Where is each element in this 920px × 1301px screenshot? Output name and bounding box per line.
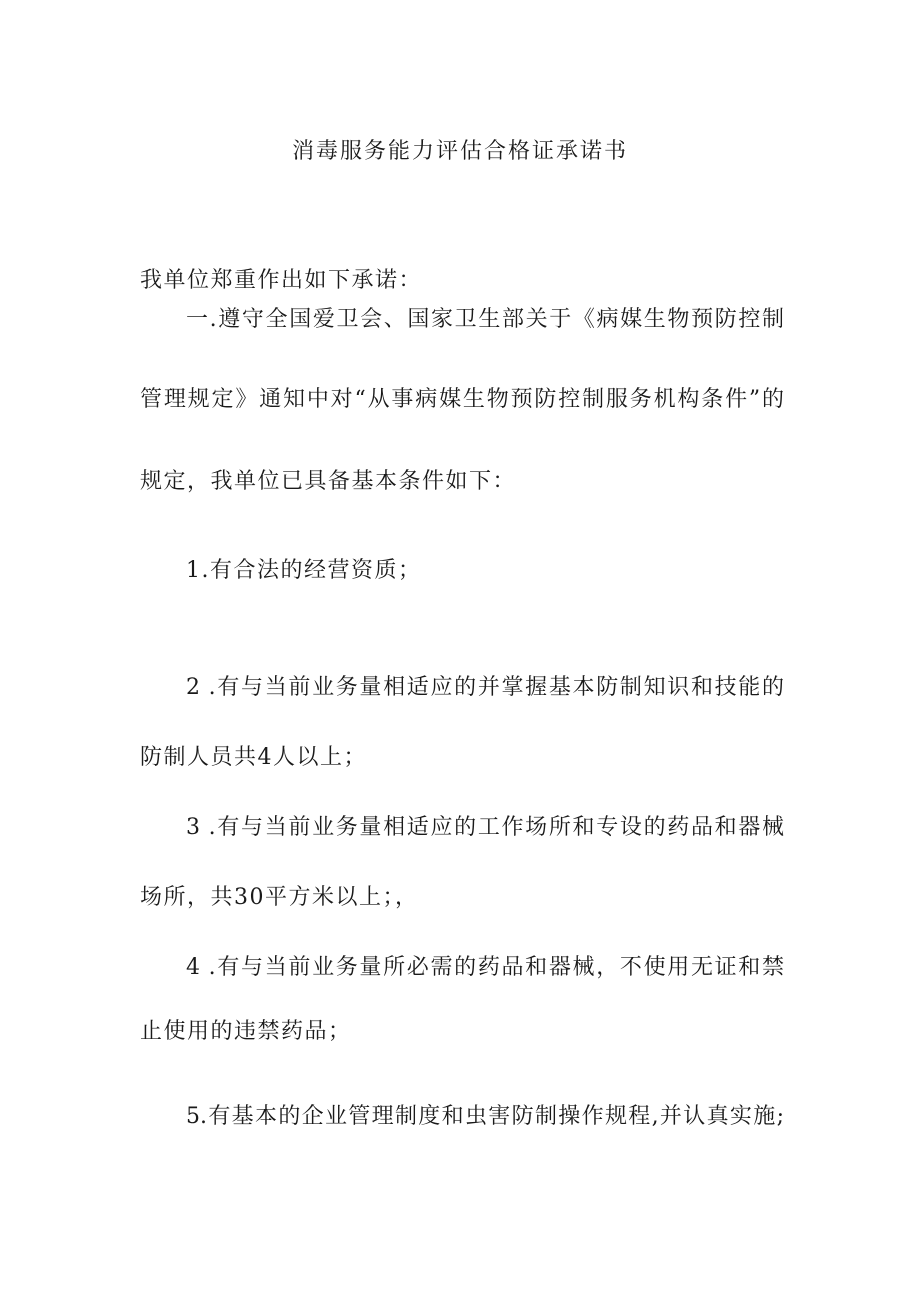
condition-4-line2: 止使用的违禁药品； — [140, 1019, 352, 1044]
item1-line2: 管理规定》通知中对“从事病媒生物预防控制服务机构条件”的 — [140, 387, 784, 412]
condition-3-line1: 3 .有与当前业务量相适应的工作场所和专设的药品和器械 — [186, 815, 784, 840]
intro-line: 我单位郑重作出如下承诺： — [140, 268, 423, 293]
condition-2-line1: 2 .有与当前业务量相适应的并掌握基本防制知识和技能的 — [186, 675, 784, 700]
item1-line1: 一.遵守全国爱卫会、国家卫生部关于《病媒生物预防控制 — [186, 307, 784, 332]
condition-2-line2: 防制人员共4人以上； — [140, 745, 367, 770]
document-title: 消毒服务能力评估合格证承诺书 — [291, 139, 628, 164]
condition-1-line1: 1.有合法的经营资质； — [186, 558, 422, 583]
condition-3-line2: 场所，共30平方米以上；， — [140, 885, 419, 910]
item1-line3: 规定，我单位已具备基本条件如下： — [140, 469, 517, 494]
condition-4-line1: 4 .有与当前业务量所必需的药品和器械，不使用无证和禁 — [186, 955, 784, 980]
condition-5-line1: 5.有基本的企业管理制度和虫害防制操作规程,并认真实施; — [186, 1104, 784, 1129]
